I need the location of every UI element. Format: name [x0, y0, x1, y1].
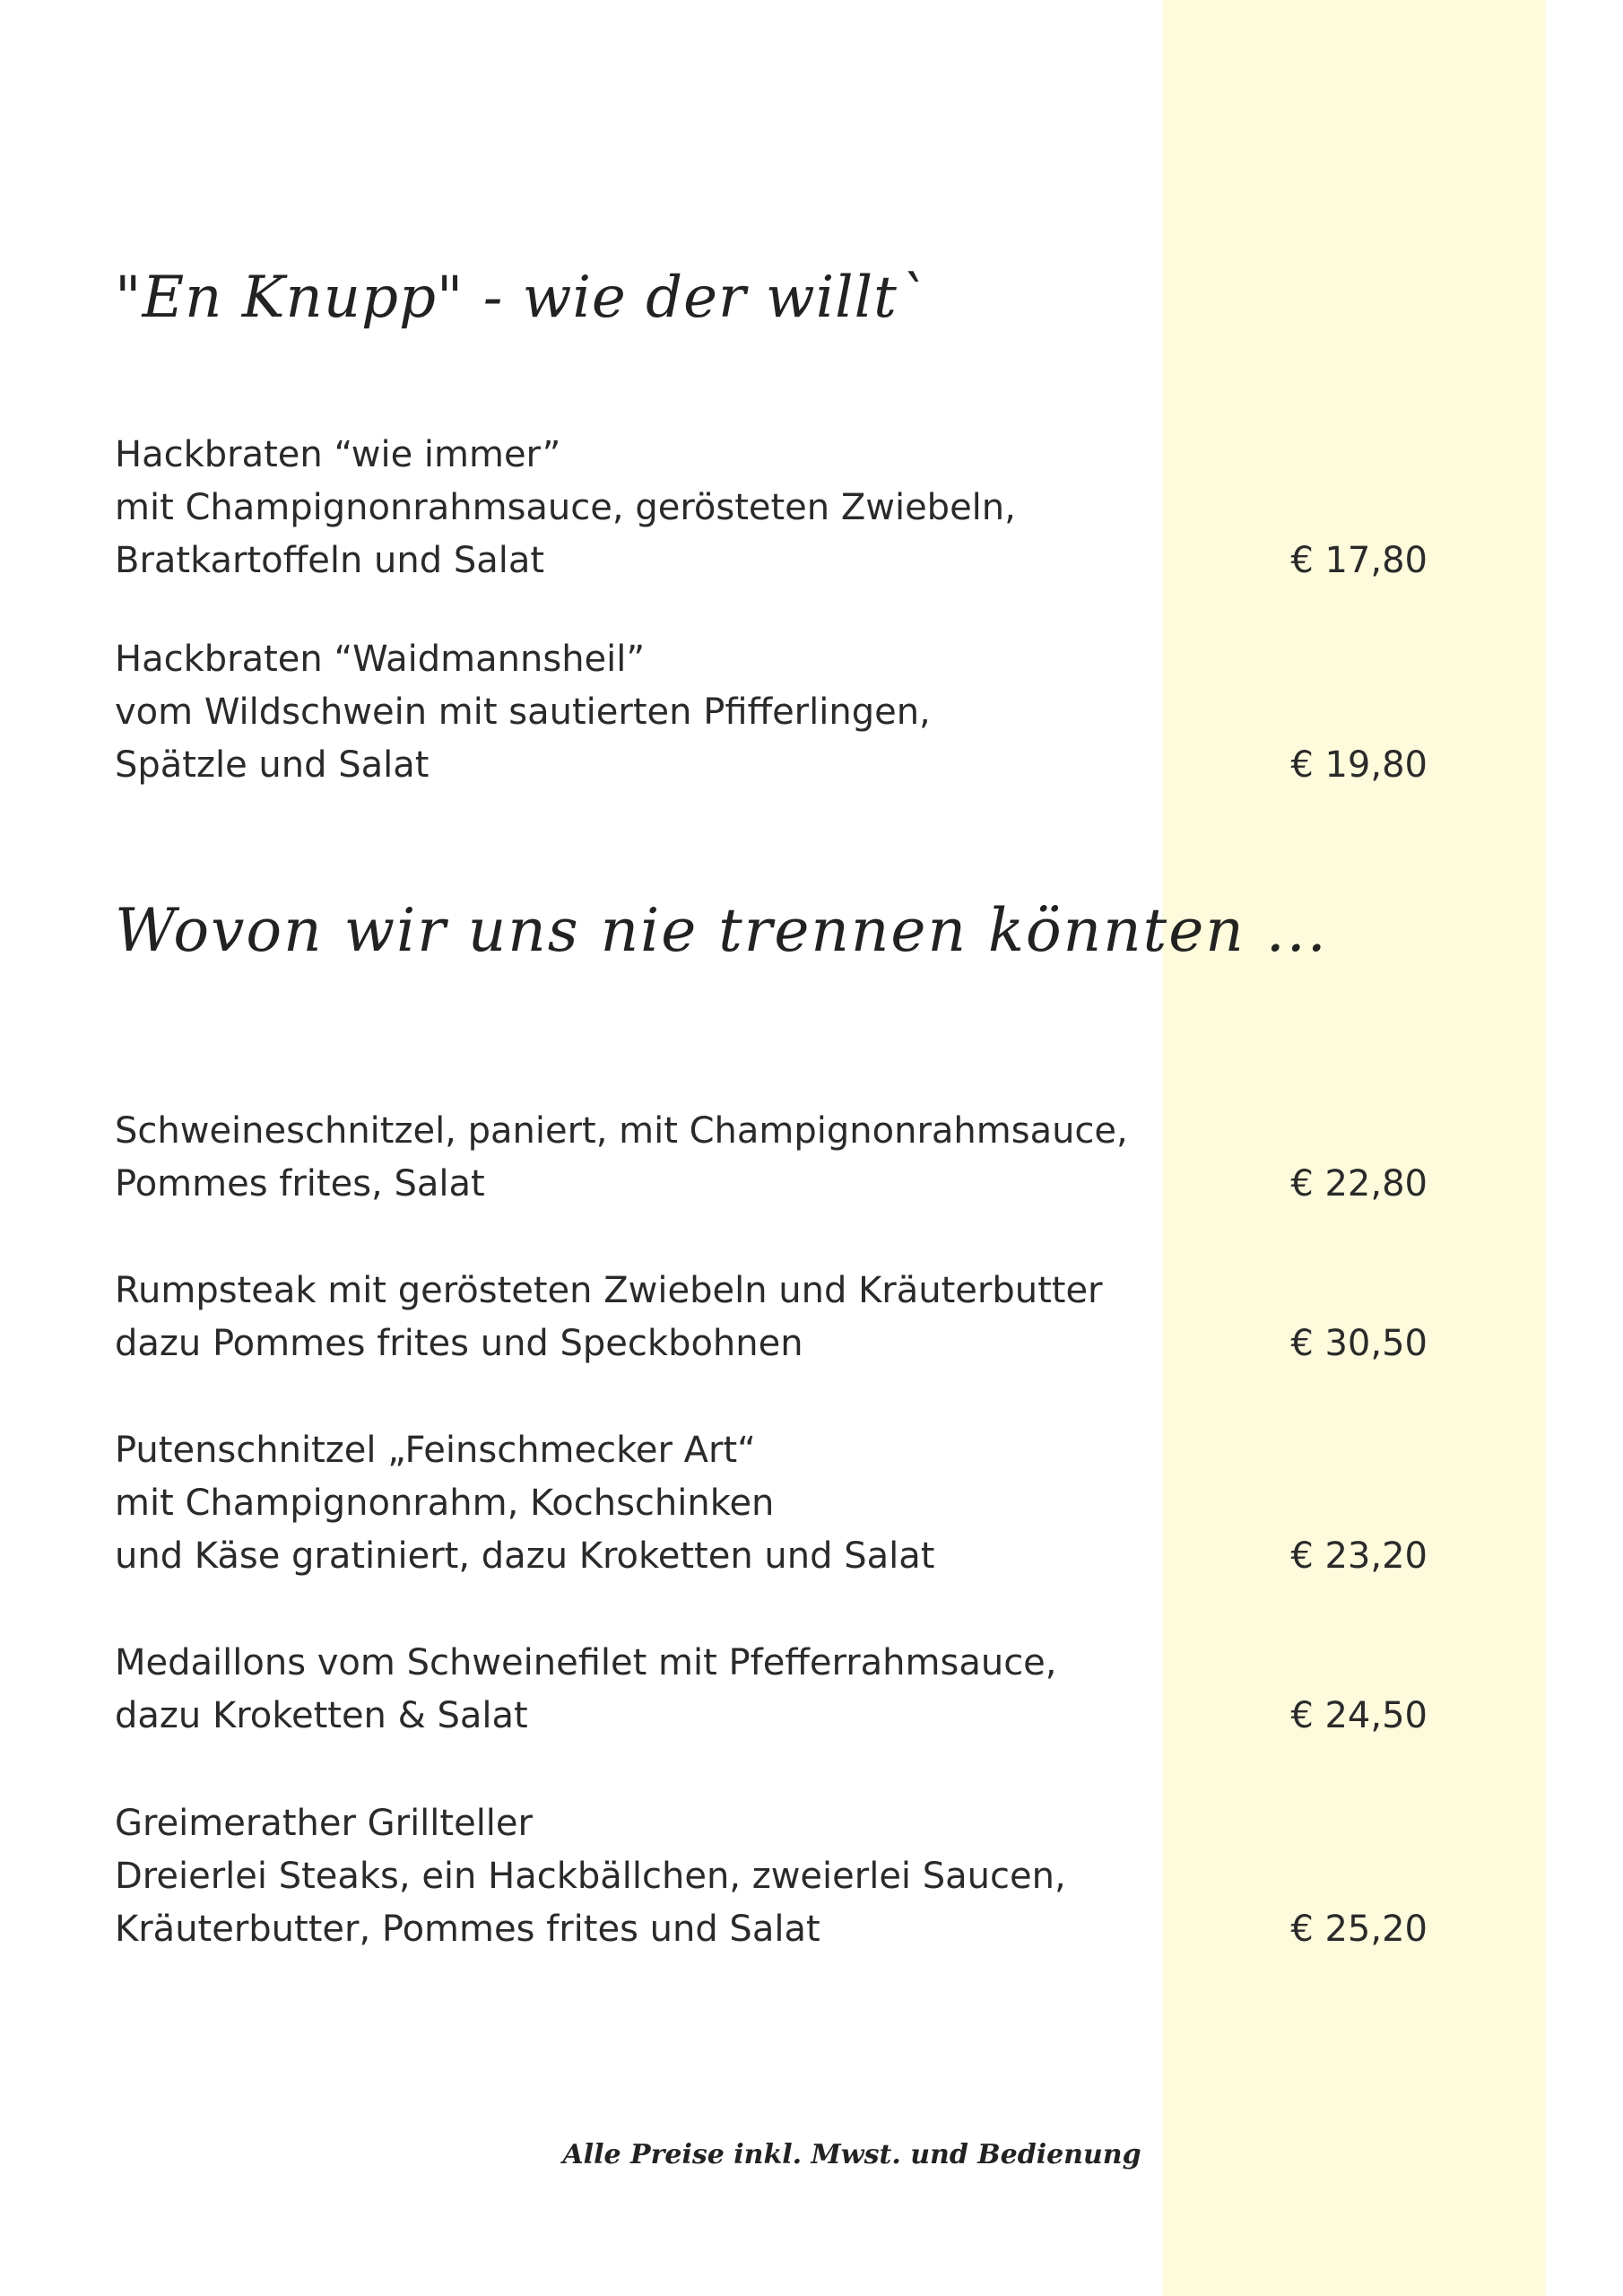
item-description: und Käse gratiniert, dazu Kroketten und Salat: [115, 1535, 935, 1577]
item-description: Spätzle und Salat: [115, 744, 430, 786]
item-price: € 23,20: [1290, 1535, 1428, 1577]
item-price: € 30,50: [1290, 1323, 1428, 1364]
item-description: dazu Pommes frites und Speckbohnen: [115, 1323, 803, 1364]
section-title-wovon-wir: Wovon wir uns nie trennen könnten ...: [115, 896, 1328, 965]
item-description: Pommes frites, Salat: [115, 1163, 485, 1205]
item-name: Greimerather Grillteller: [115, 1803, 533, 1844]
menu-item: [115, 1424, 1514, 1583]
item-name: Hackbraten “wie immer”: [115, 434, 561, 475]
menu-item: [115, 1105, 1514, 1211]
item-name: Putenschnitzel „Feinschmecker Art“: [115, 1430, 756, 1471]
menu-item: [115, 633, 1514, 792]
item-price: € 17,80: [1290, 540, 1428, 581]
item-description: Dreierlei Steaks, ein Hackbällchen, zweierlei Saucen,: [115, 1856, 1066, 1897]
footer-price-note: Alle Preise inkl. Mwst. und Bedienung: [562, 2139, 1141, 2170]
item-description: mit Champignonrahmsauce, gerösteten Zwiebeln,: [115, 487, 1016, 528]
item-name: Hackbraten “Waidmannsheil”: [115, 639, 646, 680]
menu-item: [115, 1637, 1514, 1743]
item-description: vom Wildschwein mit sautierten Pfifferlingen,: [115, 691, 931, 733]
item-name: Medaillons vom Schweinefilet mit Pfefferrahmsauce,: [115, 1642, 1057, 1683]
item-price: € 24,50: [1290, 1695, 1428, 1736]
menu-item: [115, 429, 1514, 587]
item-name: Schweineschnitzel, paniert, mit Champignonrahmsauce,: [115, 1110, 1128, 1152]
menu-item: [115, 1797, 1514, 1956]
item-price: € 19,80: [1290, 744, 1428, 786]
item-description: mit Champignonrahm, Kochschinken: [115, 1483, 775, 1524]
item-description: dazu Kroketten & Salat: [115, 1695, 528, 1736]
item-name: Rumpsteak mit gerösteten Zwiebeln und Kräuterbutter: [115, 1270, 1103, 1311]
item-description: Kräuterbutter, Pommes frites und Salat: [115, 1909, 820, 1950]
item-description: Bratkartoffeln und Salat: [115, 540, 545, 581]
item-price: € 25,20: [1290, 1909, 1428, 1950]
item-price: € 22,80: [1290, 1163, 1428, 1205]
menu-item: [115, 1265, 1514, 1370]
section-title-en-knupp: "En Knupp" - wie der willt`: [115, 265, 927, 331]
